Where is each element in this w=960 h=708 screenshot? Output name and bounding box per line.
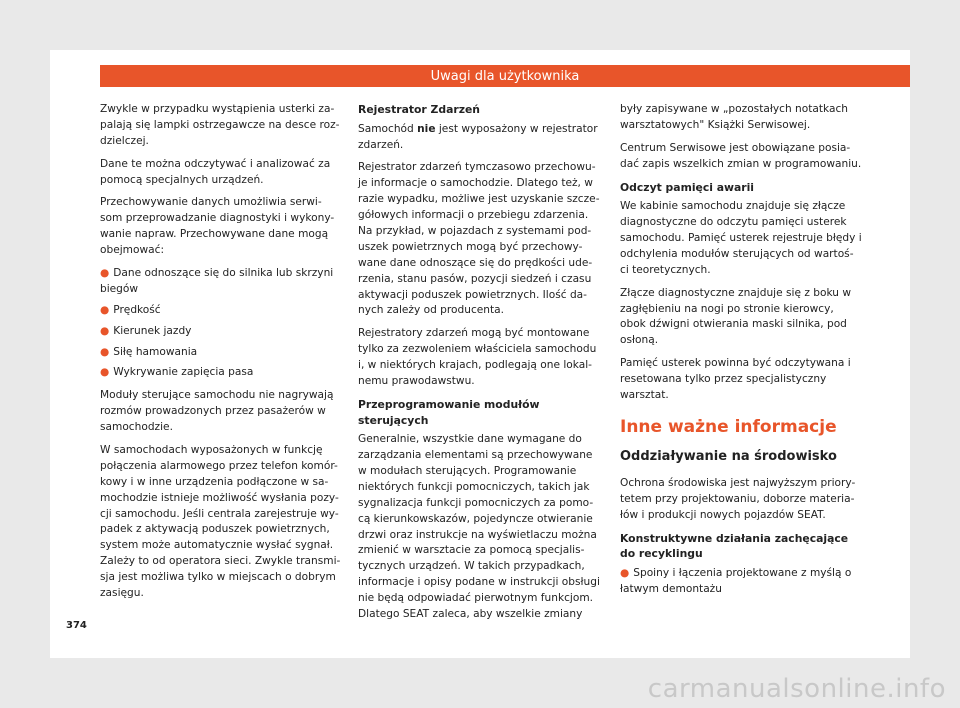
- paragraph: Złącze diagnostyczne znajduje się z boku w zagłębieniu na nogi po stronie kierowcy, obok dźwigni otwierania maski silnika, pod osłoną.: [620, 286, 852, 347]
- paragraph: Generalnie, wszystkie dane wymagane do zarządzania elementami są przechowywane w modułach sterujących. Programowanie niektórych funkcji pomocniczych, takich jak sygnalizacja funkcji pomocniczych za pomo-cą kierunkowskazów, pojedyncze otwieranie drzwi oraz instrukcje na wyświetlaczu można zmienić w warsztacie za pomocą specjalis-tycznych urządzeń. W takich przypadkach, informacje i opisy podane w instrukcji obsługi nie będą odpowiadać pierwotnym funkcjom. Dlatego SEAT zaleca, aby wszelkie zmiany: [358, 433, 600, 620]
- paragraph: Rejestratory zdarzeń mogą być montowane tylko za zezwoleniem właściciela samochodu i, w niektórych krajach, podlegają one lokal-nemu prawodawstwu.: [358, 327, 597, 387]
- page-header: [100, 65, 910, 87]
- column-2: [358, 102, 600, 630]
- paragraph: Przechowywanie danych umożliwia serwi-som przeprowadzanie diagnostyki i wykony-wanie napraw. Przechowywane dane mogą obejmować:: [100, 196, 335, 257]
- paragraph: Zwykle w przypadku wystąpienia usterki za-palają się lampki ostrzegawcze na desce roz-dzielczej.: [100, 103, 340, 147]
- bullet-icon: ●: [100, 345, 110, 358]
- list-item: ● Prędkość: [100, 303, 161, 316]
- bullet-icon: ●: [100, 366, 110, 379]
- list-item: ● Wykrywanie zapięcia pasa: [100, 366, 254, 379]
- paragraph: Moduły sterujące samochodu nie nagrywają rozmów prowadzonych przez pasażerów w samochodzie.: [100, 389, 334, 434]
- bullet-icon: ●: [100, 324, 110, 337]
- paragraph: Pamięć usterek powinna być odczytywana i resetowana tylko przez specjalistyczny warsztat.: [620, 357, 851, 401]
- column-1: [100, 102, 342, 609]
- bullet-icon: ●: [620, 566, 630, 579]
- paragraph: Samochód nie jest wyposażony w rejestrator zdarzeń.: [358, 122, 598, 151]
- bullet-icon: ●: [100, 267, 110, 280]
- list-item: ● Kierunek jazdy: [100, 324, 192, 337]
- paragraph: We kabinie samochodu znajduje się złącze diagnostyczne do odczytu pamięci usterek samochodu. Pamięć usterek rejestruje błędy i odchylenia modułów sterujących od wartoś-ci teoretycznych.: [620, 200, 862, 276]
- section-heading: Odczyt pamięci awarii: [620, 180, 754, 194]
- paragraph: Ochrona środowiska jest najwyższym priory-tetem przy projektowaniu, doborze materia-łów i produkcji nowych pojazdów SEAT.: [620, 476, 856, 521]
- watermark: carmanualsonline.info: [647, 674, 946, 704]
- paragraph: były zapisywane w „pozostałych notatkach warsztatowych" Książki Serwisowej.: [620, 103, 848, 131]
- section-title: Inne ważne informacje: [620, 416, 837, 437]
- section-heading: Konstruktywne działania zachęcające do recyklingu: [620, 531, 849, 561]
- subsection-title: Oddziaływanie na środowisko: [620, 448, 837, 464]
- header-title: Uwagi dla użytkownika: [430, 68, 580, 84]
- list-item: ● Dane odnoszące się do silnika lub skrzyni biegów: [100, 267, 334, 295]
- column-3: [620, 102, 862, 603]
- section-heading: Przeprogramowanie modułów sterujących: [358, 397, 540, 427]
- paragraph: W samochodach wyposażonych w funkcję połączenia alarmowego przez telefon komór-kowy i w inne urządzenia podłączone w sa-mochodzie istnieje możliwość wysłania pozy-cji samochodu. Jeśli centrala zarejestruje wy-padek z aktywacją poduszek powietrznych, system może automatycznie wysłać sygnał. Zależy to od operatora sieci. Zwykle transmi-sja jest możliwa tylko w miejscach o dobrym zasięgu.: [100, 444, 341, 600]
- list-item: ● Spoiny i łączenia projektowane z myślą o łatwym demontażu: [620, 566, 852, 595]
- list-item: ● Siłę hamowania: [100, 345, 198, 358]
- page-number: 374: [66, 620, 87, 631]
- paragraph: Centrum Serwisowe jest obowiązane posia-dać zapis wszelkich zmian w programowaniu.: [620, 141, 862, 170]
- bullet-icon: ●: [100, 303, 110, 316]
- paragraph: Dane te można odczytywać i analizować za pomocą specjalnych urządzeń.: [100, 157, 331, 186]
- page: [50, 50, 910, 658]
- paragraph: Rejestrator zdarzeń tymczasowo przechowu-je informacje o samochodzie. Dlatego też, w razie wypadku, możliwe jest uzyskanie szcze-gółowych informacji o przebiegu zdarzenia. Na przykład, w pojazdach z systemami pod-uszek powietrznych mogą być przechowy-wane dane odnoszące się do prędkości ude-rzenia, stanu pasów, pozycji siedzeń i czasu aktywacji poduszek powietrznych. Ilość da-nych zależy od producenta.: [358, 161, 600, 317]
- section-heading: Rejestrator Zdarzeń: [358, 103, 480, 116]
